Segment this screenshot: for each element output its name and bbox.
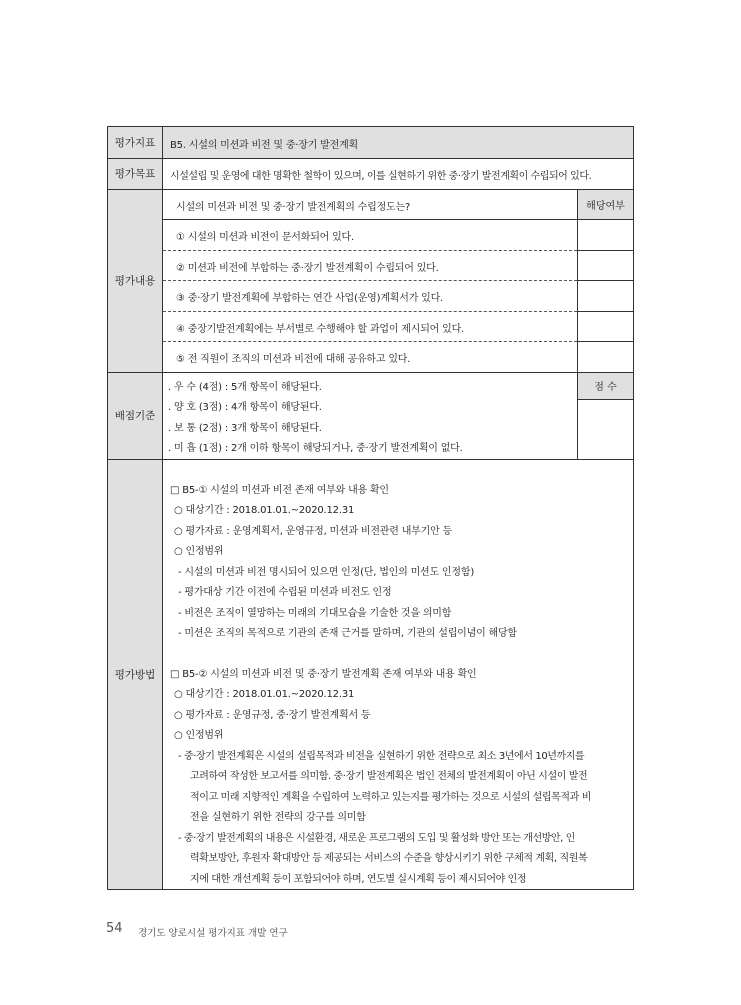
method-line: - 중·장기 발전계획의 내용은 시설환경, 새로운 프로그램의 도입 및 활성화 방안 또는 개선방안, 인	[178, 833, 575, 844]
method-line: - 중·장기 발전계획은 시설의 설립목적과 비전을 실현하기 위한 전략으로 최소 3년에서 10년까지를	[178, 751, 585, 762]
indicator-label: 평가지표	[114, 137, 156, 149]
method-heading: □ B5-② 시설의 미션과 비전 및 중·장기 발전계획 존재 여부와 내용 확인	[170, 669, 477, 680]
method-line: 적이고 미래 지향적인 계획을 수립하여 노력하고 있는지를 평가하는 것으로 시설의 설립목적과 비	[190, 792, 591, 803]
objective-value: 시설설립 및 운영에 대한 명확한 철학이 있으며, 이를 실현하기 위한 중·장기 발전계획이 수립되어 있다.	[170, 171, 592, 182]
method-label: 평가방법	[114, 668, 156, 681]
method-line: - 비전은 조직이 열망하는 미래의 기대모습을 기술한 것을 의미함	[178, 608, 452, 619]
method-line: ○ 대상기간 : 2018.01.01.~2020.12.31	[174, 689, 355, 700]
method-line: ○ 인정범위	[174, 730, 224, 741]
scoring-label: 배점기준	[114, 410, 156, 422]
applicable-header: 해당여부	[586, 200, 625, 212]
method-line: ○ 평가자료 : 운영계획서, 운영규정, 미션과 비전관련 내부기안 등	[174, 526, 452, 537]
content-item: ③ 중·장기 발전계획에 부합하는 연간 사업(운영)계획서가 있다.	[176, 293, 444, 304]
content-item: ④ 중장기발전계획에는 부서별로 수행해야 할 과업이 제시되어 있다.	[176, 324, 465, 335]
content-item: ② 미션과 비전에 부합하는 중·장기 발전계획이 수립되어 있다.	[176, 263, 439, 274]
content-label: 평가내용	[114, 275, 156, 287]
method-line: - 평가대상 기간 이전에 수립된 미션과 비전도 인정	[178, 587, 392, 598]
method-line: 지에 대한 개선계획 등이 포함되어야 하며, 연도별 실시계획 등이 제시되어야 인정	[190, 874, 527, 885]
scoring-item: . 우 수 (4점) : 5개 항목이 해당된다.	[168, 382, 322, 393]
scoring-item: . 미 흡 (1점) : 2개 이하 항목이 해당되거나, 중·장기 발전계획이 없다.	[168, 443, 463, 454]
scoring-item: . 양 호 (3점) : 4개 항목이 해당된다.	[168, 402, 322, 413]
objective-label: 평가목표	[114, 168, 156, 180]
method-line: 력확보방안, 후원자 확대방안 등 제공되는 서비스의 수준을 향상시키기 위한 구체적 계획, 직원복	[190, 853, 588, 864]
footer-title: 경기도 양로시설 평가지표 개발 연구	[138, 928, 288, 939]
score-header: 점 수	[594, 382, 617, 393]
page-number: 54	[106, 921, 123, 936]
evaluation-table	[107, 126, 634, 890]
method-line: ○ 인정범위	[174, 546, 224, 557]
method-line: ○ 평가자료 : 운영규정, 중·장기 발전계획서 등	[174, 710, 371, 721]
method-line: - 미션은 조직의 목적으로 기관의 존재 근거를 말하며, 기관의 설립이념이 해당함	[178, 628, 517, 639]
scoring-item: . 보 통 (2점) : 3개 항목이 해당된다.	[168, 423, 322, 434]
indicator-value: B5. 시설의 미션과 비전 및 중·장기 발전계획	[170, 140, 359, 151]
content-item: ⑤ 전 직원이 조직의 미션과 비전에 대해 공유하고 있다.	[176, 354, 411, 365]
method-line: 전을 실현하기 위한 전략의 강구를 의미함	[190, 812, 366, 823]
method-line: ○ 대상기간 : 2018.01.01.~2020.12.31	[174, 505, 355, 516]
method-line: - 시설의 미션과 비전 명시되어 있으면 인정(단, 법인의 미션도 인정함)	[178, 567, 475, 578]
method-line: 고려하여 작성한 보고서를 의미함. 중·장기 발전계획은 법인 전체의 발전계획이 아닌 시설이 발전	[190, 771, 588, 782]
content-question: 시설의 미션과 비전 및 중·장기 발전계획의 수립정도는?	[176, 202, 411, 213]
content-item: ① 시설의 미션과 비전이 문서화되어 있다.	[176, 232, 354, 243]
method-heading: □ B5-① 시설의 미션과 비전 존재 여부와 내용 확인	[170, 485, 389, 496]
